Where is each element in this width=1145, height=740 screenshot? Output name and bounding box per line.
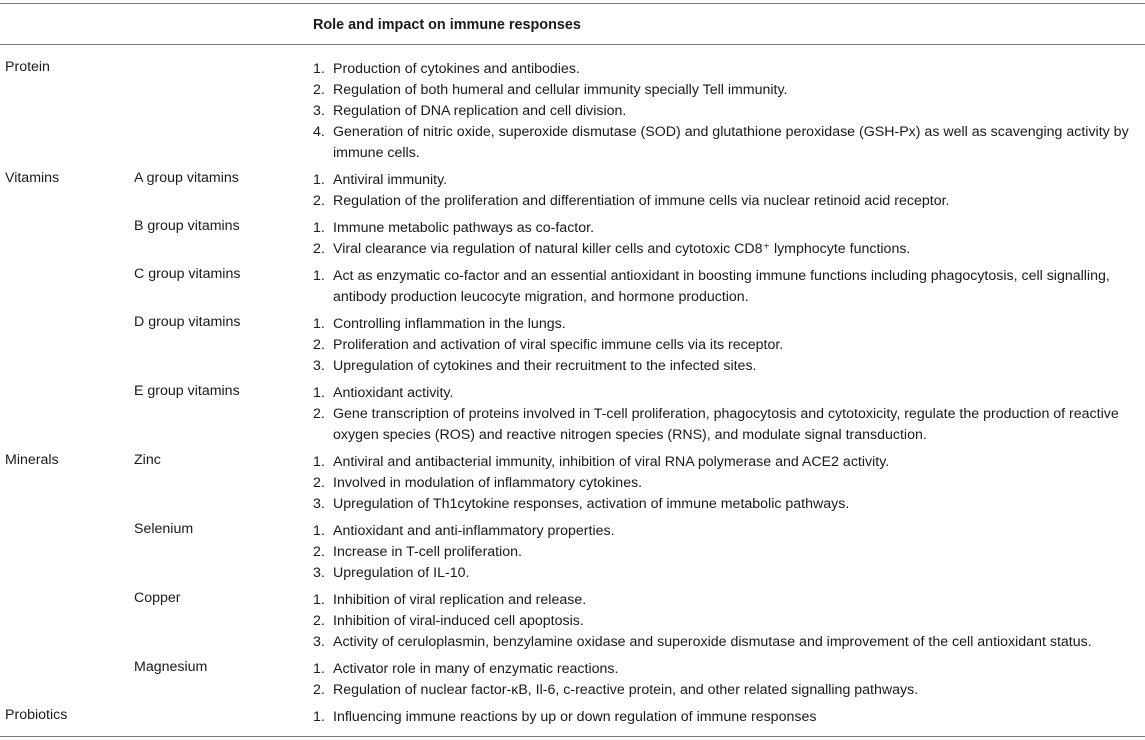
list-item-number: 1. (313, 220, 325, 236)
list-item-number: 4. (313, 124, 325, 140)
list-item-text: Upregulation of IL-10. (333, 565, 470, 581)
role-list-cell (313, 314, 1143, 377)
list-item (313, 101, 1143, 122)
list-item-text: Activity of ceruloplasmin, benzylamine oxidase and superoxide dismutase and improvement of the cell antioxidant status. (333, 634, 1092, 650)
list-item-text: Regulation of both humeral and cellular immunity specially Tell immunity. (333, 82, 788, 98)
list-item (313, 122, 1143, 164)
list-item (313, 80, 1143, 101)
list-item (313, 452, 1143, 473)
list-item-number: 1. (313, 316, 325, 332)
list-item-number: 2. (313, 682, 325, 698)
role-list-cell (313, 452, 1143, 515)
row-subcategory: D group vitamins (134, 314, 241, 330)
row-subcategory: A group vitamins (134, 170, 239, 186)
row-subcategory: Copper (134, 590, 181, 606)
list-item-number: 3. (313, 103, 325, 119)
list-item-text: Gene transcription of proteins involved in T-cell proliferation, phagocytosis and cytotoxicity, regulate the production of reactive oxygen species (ROS) and reactive nitrogen species (RNS), and modulate signal transduction. (333, 406, 1119, 443)
list-item-number: 2. (313, 544, 325, 560)
row-subcategory: Zinc (134, 452, 161, 468)
table-body (0, 59, 1145, 734)
list-item-text: Increase in T-cell proliferation. (333, 544, 522, 560)
table-row (0, 590, 1145, 653)
table-row (0, 707, 1145, 728)
list-item-number: 3. (313, 634, 325, 650)
table-row (0, 452, 1145, 515)
list-item-text: Inhibition of viral replication and release. (333, 592, 587, 608)
table-row (0, 314, 1145, 377)
table-row (0, 659, 1145, 701)
row-category: Protein (5, 59, 50, 75)
list-item (313, 266, 1143, 308)
table-row (0, 521, 1145, 584)
table-row (0, 170, 1145, 212)
list-item-text: Antioxidant and anti-inflammatory properties. (333, 523, 615, 539)
list-item-text: Involved in modulation of inflammatory cytokines. (333, 475, 643, 491)
list-item-text: Regulation of nuclear factor-κB, Il-6, c-reactive protein, and other related signalling pathways. (333, 682, 919, 698)
list-item (313, 314, 1143, 335)
row-subcategory: Magnesium (134, 659, 208, 675)
list-item-number: 1. (313, 523, 325, 539)
table-row (0, 383, 1145, 446)
role-list-cell (313, 170, 1143, 212)
list-item (313, 191, 1143, 212)
list-item (313, 590, 1143, 611)
table-row (0, 266, 1145, 308)
list-item-number: 2. (313, 193, 325, 209)
list-item-number: 2. (313, 241, 325, 257)
list-item (313, 335, 1143, 356)
list-item-number: 3. (313, 358, 325, 374)
list-item (313, 707, 1143, 728)
list-item-text: Inhibition of viral-induced cell apoptosis. (333, 613, 584, 629)
list-item-number: 2. (313, 337, 325, 353)
table-top-rule (0, 3, 1145, 4)
list-item-text: Generation of nitric oxide, superoxide dismutase (SOD) and glutathione peroxidase (GSH-Px) as well as scavenging activity by immune cells. (333, 124, 1129, 161)
list-item-number: 3. (313, 496, 325, 512)
list-item (313, 680, 1143, 701)
list-item-text: Influencing immune reactions by up or down regulation of immune responses (333, 709, 817, 725)
list-item (313, 170, 1143, 191)
role-list-cell (313, 266, 1143, 308)
row-subcategory: C group vitamins (134, 266, 241, 282)
list-item-number: 1. (313, 454, 325, 470)
list-item-text: Regulation of the proliferation and differentiation of immune cells via nuclear retinoid acid receptor. (333, 193, 950, 209)
list-item (313, 59, 1143, 80)
table-bottom-rule (0, 736, 1145, 737)
list-item (313, 356, 1143, 377)
list-item (313, 563, 1143, 584)
list-item-text: Upregulation of Th1cytokine responses, activation of immune metabolic pathways. (333, 496, 850, 512)
role-list-cell (313, 383, 1143, 446)
list-item-number: 3. (313, 565, 325, 581)
list-item-number: 1. (313, 385, 325, 401)
row-category: Probiotics (5, 707, 68, 723)
role-list-cell (313, 218, 1143, 260)
row-subcategory: B group vitamins (134, 218, 240, 234)
list-item-text: Antiviral immunity. (333, 172, 448, 188)
list-item-number: 2. (313, 406, 325, 422)
list-item (313, 473, 1143, 494)
row-subcategory: Selenium (134, 521, 194, 537)
list-item-number: 2. (313, 82, 325, 98)
list-item (313, 521, 1143, 542)
list-item (313, 659, 1143, 680)
list-item (313, 611, 1143, 632)
row-subcategory: E group vitamins (134, 383, 240, 399)
list-item-number: 2. (313, 475, 325, 491)
row-category: Vitamins (5, 170, 60, 186)
list-item-number: 1. (313, 61, 325, 77)
table-header-rule (0, 44, 1145, 45)
list-item (313, 218, 1143, 239)
list-item-number: 1. (313, 268, 325, 284)
list-item-number: 1. (313, 709, 325, 725)
list-item-text: Immune metabolic pathways as co-factor. (333, 220, 595, 236)
list-item-text: Proliferation and activation of viral specific immune cells via its receptor. (333, 337, 784, 353)
column-header-role: Role and impact on immune responses (313, 17, 581, 33)
list-item (313, 404, 1143, 446)
list-item-text: Antioxidant activity. (333, 385, 454, 401)
list-item (313, 632, 1143, 653)
list-item-text: Viral clearance via regulation of natural killer cells and cytotoxic CD8⁺ lymphocyte functions. (333, 241, 911, 257)
list-item-number: 1. (313, 172, 325, 188)
list-item (313, 494, 1143, 515)
list-item-text: Upregulation of cytokines and their recruitment to the infected sites. (333, 358, 757, 374)
role-list-cell (313, 590, 1143, 653)
list-item-text: Regulation of DNA replication and cell division. (333, 103, 627, 119)
list-item (313, 239, 1143, 260)
role-list-cell (313, 659, 1143, 701)
role-list-cell (313, 707, 1143, 728)
list-item-number: 1. (313, 592, 325, 608)
table-row (0, 59, 1145, 164)
row-gap (0, 728, 1145, 734)
role-list-cell (313, 521, 1143, 584)
list-item (313, 383, 1143, 404)
list-item-text: Act as enzymatic co-factor and an essential antioxidant in boosting immune functions including phagocytosis, cell signalling, antibody production leucocyte migration, and hormone production. (333, 268, 1110, 305)
row-category: Minerals (5, 452, 59, 468)
list-item-text: Production of cytokines and antibodies. (333, 61, 580, 77)
list-item-number: 2. (313, 613, 325, 629)
list-item-text: Controlling inflammation in the lungs. (333, 316, 566, 332)
list-item-number: 1. (313, 661, 325, 677)
list-item-text: Activator role in many of enzymatic reactions. (333, 661, 619, 677)
role-list-cell (313, 59, 1143, 164)
list-item-text: Antiviral and antibacterial immunity, inhibition of viral RNA polymerase and ACE2 activity. (333, 454, 890, 470)
table-row (0, 218, 1145, 260)
list-item (313, 542, 1143, 563)
